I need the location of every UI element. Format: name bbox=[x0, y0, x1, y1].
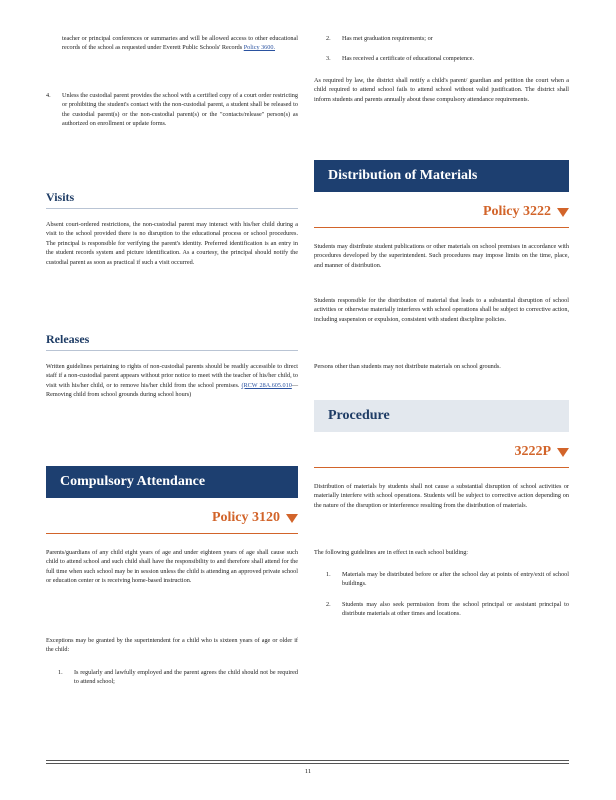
distribution-banner bbox=[314, 160, 569, 192]
list-number: 1. bbox=[58, 669, 63, 676]
compulsory-paragraph-2 bbox=[46, 636, 298, 655]
list-text: Materials may be distributed before or after the school day at points of entry/exit of school buildings. bbox=[342, 571, 569, 588]
policy-3222-label bbox=[483, 204, 569, 220]
list-number: 2. bbox=[326, 35, 331, 42]
distribution-text-3: Persons other than students may not distribute materials on school grounds. bbox=[314, 363, 501, 370]
list-text: Unless the custodial parent provides the school with a certified copy of a court order restricting or prohibiting the student's contact with the non-custodial parent, a student shall be released to the custodial parent(s) or the non-custodial parent(s) or the "contacts/release" person(s) as authorized on enrollment or update forms. bbox=[62, 92, 298, 128]
policy-3600-link[interactable]: Policy 3600. bbox=[243, 44, 276, 52]
records-paragraph bbox=[46, 34, 298, 53]
compulsory-paragraph-1 bbox=[46, 548, 298, 586]
list-item-1 bbox=[46, 668, 298, 687]
list-item-4 bbox=[46, 91, 298, 129]
visits-paragraph bbox=[46, 220, 298, 267]
distribution-text-1: Students may distribute student publications or other materials on school premises in accordance with procedures developed by the superintendent. Such procedures may impose limits on the time, place, and manner of distribution. bbox=[314, 243, 569, 269]
banner-title: Distribution of Materials bbox=[328, 168, 478, 183]
distribution-paragraph-3 bbox=[314, 362, 569, 371]
footer-rule-bottom bbox=[46, 763, 569, 764]
banner-title: Compulsory Attendance bbox=[60, 474, 206, 489]
list-number: 2. bbox=[326, 601, 331, 608]
triangle-down-icon bbox=[557, 208, 569, 217]
procedure-text-2: The following guidelines are in effect in each school building: bbox=[314, 549, 469, 556]
releases-heading: Releases bbox=[46, 332, 90, 346]
policy-3222-rule bbox=[314, 227, 569, 228]
compulsory-attendance-banner bbox=[46, 466, 298, 498]
list-text: Is regularly and lawfully employed and the parent agrees the child should not be required to attend school; bbox=[74, 669, 298, 686]
procedure-banner bbox=[314, 400, 569, 432]
visits-heading: Visits bbox=[46, 190, 75, 204]
procedure-text-1: Distribution of materials by students shall not cause a substantial disruption of school activities or materially interfere with school operations. Students will be subject to corrective action depending on the nature of the disruption or interference resulting from the distribution of materials. bbox=[314, 483, 569, 509]
releases-paragraph bbox=[46, 362, 298, 400]
compulsory-text-2: Exceptions may be granted by the superintendent for a child who is sixteen years of age or older if the child: bbox=[46, 637, 298, 654]
triangle-down-icon bbox=[557, 448, 569, 457]
procedure-number: 3222P bbox=[514, 444, 551, 459]
banner-title: Procedure bbox=[328, 408, 390, 423]
releases-tail: —Removing child from school grounds during school hours) bbox=[46, 381, 299, 399]
page-number: 11 bbox=[304, 768, 312, 775]
procedure-paragraph-2 bbox=[314, 548, 569, 557]
distribution-paragraph-2 bbox=[314, 296, 569, 324]
procedure-list-item-1 bbox=[314, 570, 569, 589]
procedure-paragraph-1 bbox=[314, 482, 569, 510]
policy-number: Policy 3222 bbox=[482, 204, 551, 219]
visits-divider bbox=[46, 208, 298, 209]
list-number: 3. bbox=[326, 55, 331, 62]
releases-text: Written guidelines pertaining to rights of non-custodial parents should be readily accessible to direct staff if a non-custodial parent appears without prior notice to meet with the teacher of his/her child, to visit with his/her child, or to remove his/her child from the school premises. bbox=[46, 363, 298, 389]
compulsory-text-1: Parents/guardians of any child eight years of age and under eighteen years of age shall cause such child to attend school and such child shall have the responsibility to and therefore shall attend for the full time when such school may be in session unless the child is attending an approved private school or education center or is receiving home-based instruction. bbox=[46, 549, 298, 585]
list-number: 4. bbox=[46, 92, 51, 99]
procedure-list-item-2 bbox=[314, 600, 569, 619]
list-text: Has met graduation requirements; or bbox=[342, 35, 433, 42]
distribution-text-2: Students responsible for the distribution of material that leads to a substantial disruption of school activities or otherwise materially interferes with school operations shall be subject to corrective action, including suspension or expulsion, consistent with student discipline policies. bbox=[314, 297, 569, 323]
records-text: teacher or principal conferences or summaries and will be allowed access to other educational records of the school as requested under Everett Public Schools' Records bbox=[62, 35, 298, 52]
required-text: As required by law, the district shall notify a child's parent/ guardian and petition the court when a child required to attend school fails to attend school without valid justification. The district shall inform students and parents annually about these compulsory attendance requirements. bbox=[314, 77, 569, 103]
policy-number: Policy 3120 bbox=[211, 510, 280, 525]
list-item-3 bbox=[314, 54, 569, 63]
policy-3120-rule bbox=[46, 533, 298, 534]
procedure-rule bbox=[314, 467, 569, 468]
distribution-paragraph-1 bbox=[314, 242, 569, 270]
policy-3120-label bbox=[212, 510, 298, 526]
visits-text: Absent court-ordered restrictions, the non-custodial parent may interact with his/her child during a visit to the school provided there is no disruption to the educational process or school procedures. The principal is responsible for verifying the parent's identity. Preferred identification is an entry in the student records system and picture identification. As a courtesy, the principal should notify the custodial parent as soon as practical if such a visit occurred. bbox=[46, 221, 298, 266]
list-text: Has received a certificate of educational competence. bbox=[342, 55, 475, 62]
list-item-2 bbox=[314, 34, 569, 43]
list-text: Students may also seek permission from the school principal or assistant principal to distribute materials at other times and locations. bbox=[342, 601, 569, 618]
procedure-3222p-label bbox=[514, 444, 569, 460]
rcw-link[interactable]: (RCW 28A.605.010 bbox=[241, 381, 292, 389]
required-paragraph bbox=[314, 76, 569, 104]
triangle-down-icon bbox=[286, 514, 298, 523]
list-number: 1. bbox=[326, 571, 331, 578]
footer-rule-top bbox=[46, 760, 569, 761]
releases-divider bbox=[46, 350, 298, 351]
